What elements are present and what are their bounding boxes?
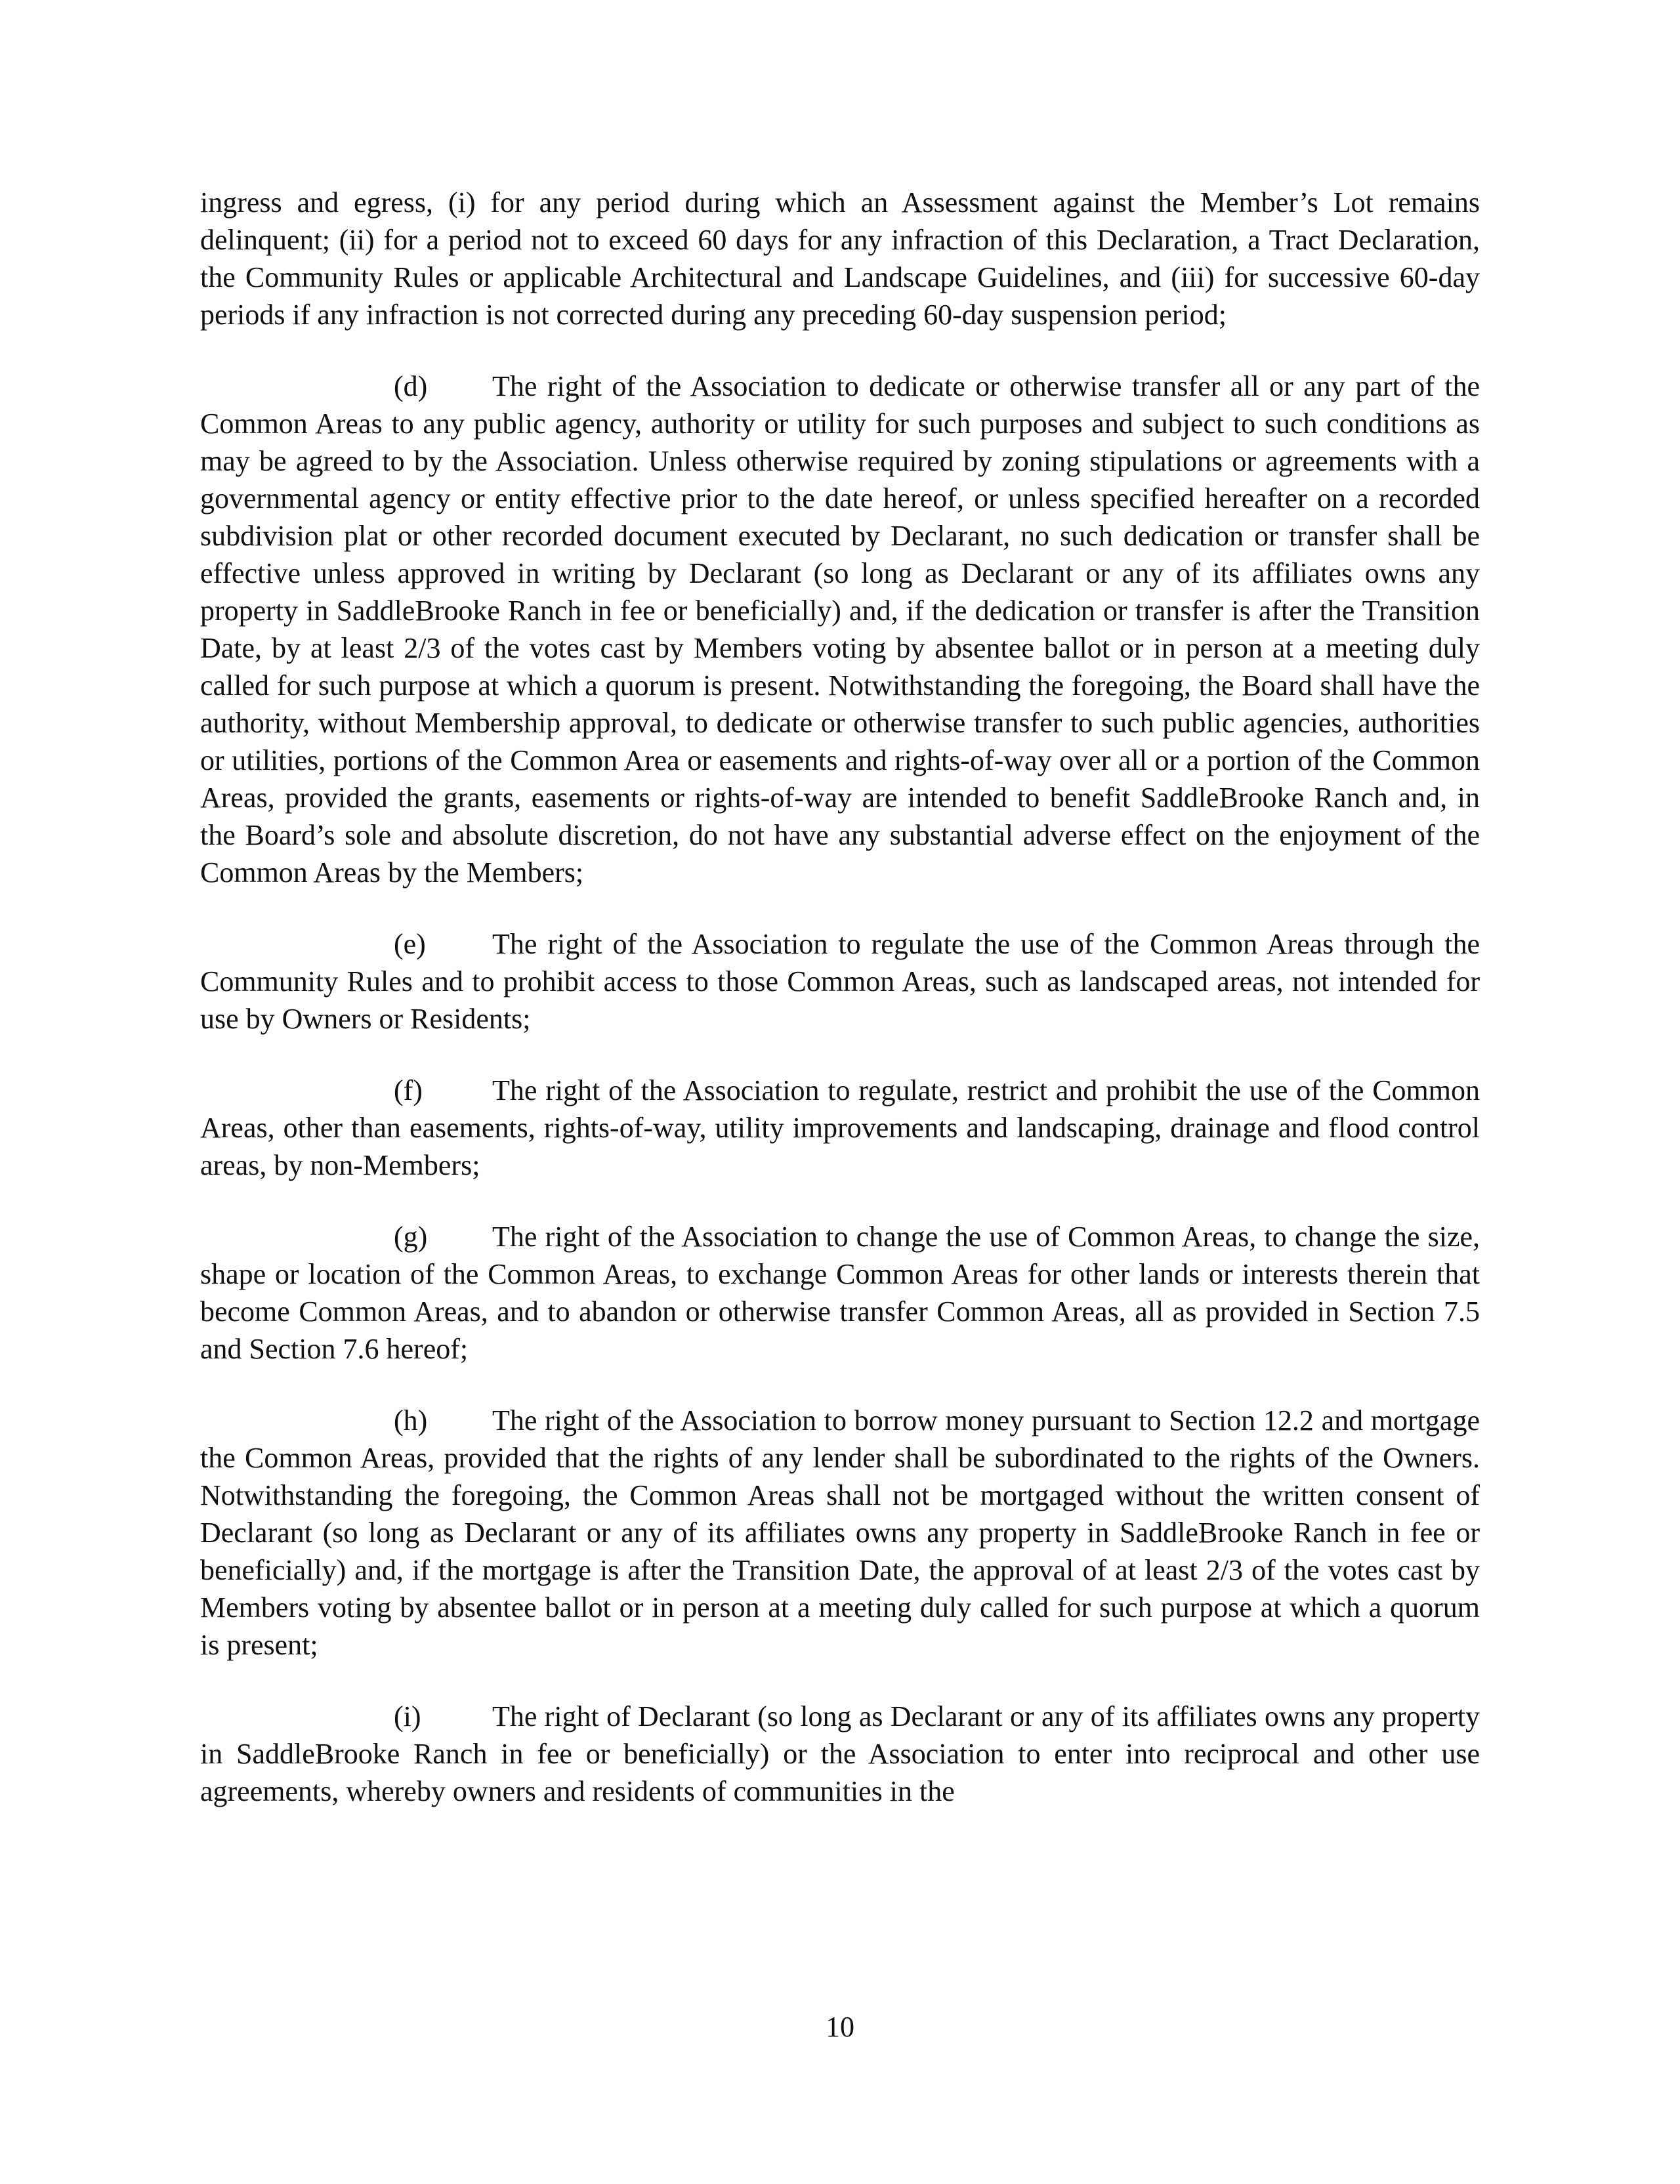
paragraph-label: (i): [394, 1700, 421, 1732]
paragraph-text: The right of the Association to change the use of Common Areas, to change the size, shape or location of the Common Areas, to exchange Common Areas for other lands or interests therein that become Common Areas, and to abandon or otherwise transfer Common Areas, all as provided in Section 7.5 and Section 7.6 hereof;: [200, 1221, 1480, 1365]
document-body: [200, 184, 1480, 1844]
paragraph-text: The right of the Association to regulate, restrict and prohibit the use of the Common Areas, other than easements, rights-of-way, utility improvements and landscaping, drainage and flood control areas, by non-Members;: [200, 1074, 1480, 1181]
paragraph-label: (g): [394, 1221, 428, 1253]
paragraph-text: ingress and egress, (i) for any period during which an Assessment against the Member’s Lot remains delinquent; (ii) for a period not to exceed 60 days for any infraction of this Declaration, a Tract Declaration, the Community Rules or applicable Architectural and Landscape Guidelines, and (iii) for successive 60-day periods if any infraction is not corrected during any preceding 60-day suspension period;: [200, 186, 1480, 331]
paragraph-d: [200, 368, 1480, 891]
paragraph-label: (f): [394, 1074, 423, 1106]
paragraph-i: [200, 1698, 1480, 1810]
paragraph-h: [200, 1402, 1480, 1664]
paragraph-label: (d): [394, 370, 428, 402]
paragraph-text: The right of the Association to dedicate or otherwise transfer all or any part of the Common Areas to any public agency, authority or utility for such purposes and subject to such conditions as may be agreed to by the Association. Unless otherwise required by zoning stipulations or agreements with a governmental agency or entity effective prior to the date hereof, or unless specified hereafter on a recorded subdivision plat or other recorded document executed by Declarant, no such dedication or transfer shall be effective unless approved in writing by Declarant (so long as Declarant or any of its affiliates owns any property in SaddleBrooke Ranch in fee or beneficially) and, if the dedication or transfer is after the Transition Date, by at least 2/3 of the votes cast by Members voting by absentee ballot or in person at a meeting duly called for such purpose at which a quorum is present. Notwithstanding the foregoing, the Board shall have the authority, without Membership approval, to dedicate or otherwise transfer to such public agencies, authorities or utilities, portions of the Common Area or easements and rights-of-way over all or a portion of the Common Areas, provided the grants, easements or rights-of-way are intended to benefit SaddleBrooke Ranch and, in the Board’s sole and absolute discretion, do not have any substantial adverse effect on the enjoyment of the Common Areas by the Members;: [200, 370, 1480, 889]
page-number: 10: [826, 2011, 854, 2043]
paragraph-text: The right of the Association to borrow money pursuant to Section 12.2 and mortgage the Common Areas, provided that the rights of any lender shall be subordinated to the rights of the Owners. Notwithstanding the foregoing, the Common Areas shall not be mortgaged without the written consent of Declarant (so long as Declarant or any of its affiliates owns any property in SaddleBrooke Ranch in fee or beneficially) and, if the mortgage is after the Transition Date, the approval of at least 2/3 of the votes cast by Members voting by absentee ballot or in person at a meeting duly called for such purpose at which a quorum is present;: [200, 1404, 1480, 1661]
paragraph-e: [200, 925, 1480, 1038]
paragraph-continuation: [200, 184, 1480, 333]
paragraph-text: The right of Declarant (so long as Declarant or any of its affiliates owns any property in SaddleBrooke Ranch in fee or beneficially) or the Association to enter into reciprocal and other use agreements, whereby owners and residents of communities in the: [200, 1700, 1480, 1807]
paragraph-text: The right of the Association to regulate the use of the Common Areas through the Community Rules and to prohibit access to those Common Areas, such as landscaped areas, not intended for use by Owners or Residents;: [200, 928, 1480, 1035]
paragraph-g: [200, 1218, 1480, 1368]
paragraph-label: (h): [394, 1404, 428, 1437]
paragraph-label: (e): [394, 928, 426, 960]
paragraph-f: [200, 1072, 1480, 1184]
